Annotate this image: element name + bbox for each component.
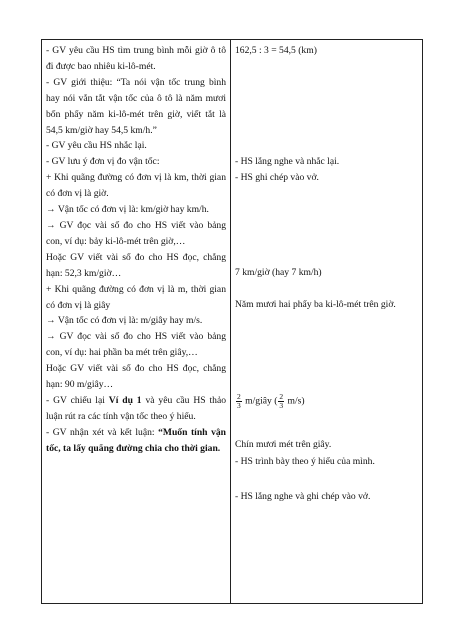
right-paragraph: - HS lắng nghe và ghi chép vào vở. xyxy=(235,491,371,502)
left-paragraph: → Vận tốc có đơn vị là: km/giờ hay km/h. xyxy=(46,204,209,216)
bold-text-run: “Muốn tính vận tốc, ta lấy quãng đường chia cho thời gian. xyxy=(46,426,227,454)
left-paragraph: → GV đọc vài số đo cho HS viết vào bảng con, ví dụ: hai phần ba mét trên giây,… xyxy=(46,331,226,359)
left-paragraph: Hoặc GV viết vài số đo cho HS đọc, chẳng hạn: 52,3 km/giờ… xyxy=(46,251,226,279)
text-run: m/s) xyxy=(285,395,305,407)
left-paragraph: - GV lưu ý đơn vị đo vận tốc: xyxy=(46,156,160,168)
fraction xyxy=(278,393,284,410)
text-run: - GV chiếu lại xyxy=(46,394,109,406)
left-paragraph: - GV yêu cầu HS nhắc lại. xyxy=(46,140,147,152)
left-paragraph: - GV giới thiệu: “Ta nói vận tốc trung bình hay nói vắn tắt vận tốc của ô tô là năm mươi bốn phẩy năm ki-lô-mét trên giờ, viết tắt là 54,5 km/giờ hay 54,5 km/h.” xyxy=(46,76,226,136)
bold-text-run: Ví dụ 1 xyxy=(108,394,142,406)
left-paragraph: + Khi quãng đường có đơn vị là m, thời gian có đơn vị là giây xyxy=(46,283,226,311)
left-paragraph: + Khi quãng đường có đơn vị là km, thời gian có đơn vị là giờ. xyxy=(46,172,226,200)
left-paragraph: → Vận tốc có đơn vị là: m/giây hay m/s. xyxy=(46,315,203,327)
right-paragraph: Năm mươi hai phẩy ba ki-lô-mét trên giờ. xyxy=(235,299,396,310)
left-paragraph: → GV đọc vài số đo cho HS viết vào bảng con, ví dụ: bảy ki-lô-mét trên giờ,… xyxy=(46,219,226,247)
right-paragraph: 162,5 : 3 = 54,5 (km) xyxy=(235,45,317,56)
left-paragraph-example xyxy=(46,393,226,425)
column-divider xyxy=(230,40,231,603)
right-paragraph: 7 km/giờ (hay 7 km/h) xyxy=(235,267,322,278)
right-paragraph-fraction xyxy=(235,393,420,410)
lesson-table xyxy=(41,39,423,604)
teacher-activities-column xyxy=(46,43,226,457)
text-run: m/giây ( xyxy=(242,395,278,407)
right-paragraph: - HS lắng nghe và nhắc lại. xyxy=(235,156,340,167)
fraction-denominator: 3 xyxy=(279,401,284,410)
text-run: - GV nhận xét và kết luận: xyxy=(46,426,159,438)
fraction xyxy=(236,393,242,410)
left-paragraph: - GV yêu cầu HS tìm trung bình mỗi giờ ô tô đi được bao nhiêu ki-lô-mét. xyxy=(46,45,226,72)
fraction-denominator: 3 xyxy=(237,401,241,410)
fraction-numerator: 2 xyxy=(237,392,241,401)
fraction-numerator: 2 xyxy=(279,392,284,401)
right-paragraph: - HS trình bày theo ý hiểu của mình. xyxy=(235,456,375,467)
left-paragraph-conclusion xyxy=(46,425,226,457)
right-paragraph: Chín mươi mét trên giây. xyxy=(235,439,332,450)
text-run: và yêu cầu HS thảo luận rút ra các tính vận tốc theo ý hiểu. xyxy=(46,394,226,422)
right-paragraph: - HS ghi chép vào vở. xyxy=(235,172,319,183)
left-paragraph: Hoặc GV viết vài số đo cho HS đọc, chẳng hạn: 90 m/giây… xyxy=(46,363,226,391)
